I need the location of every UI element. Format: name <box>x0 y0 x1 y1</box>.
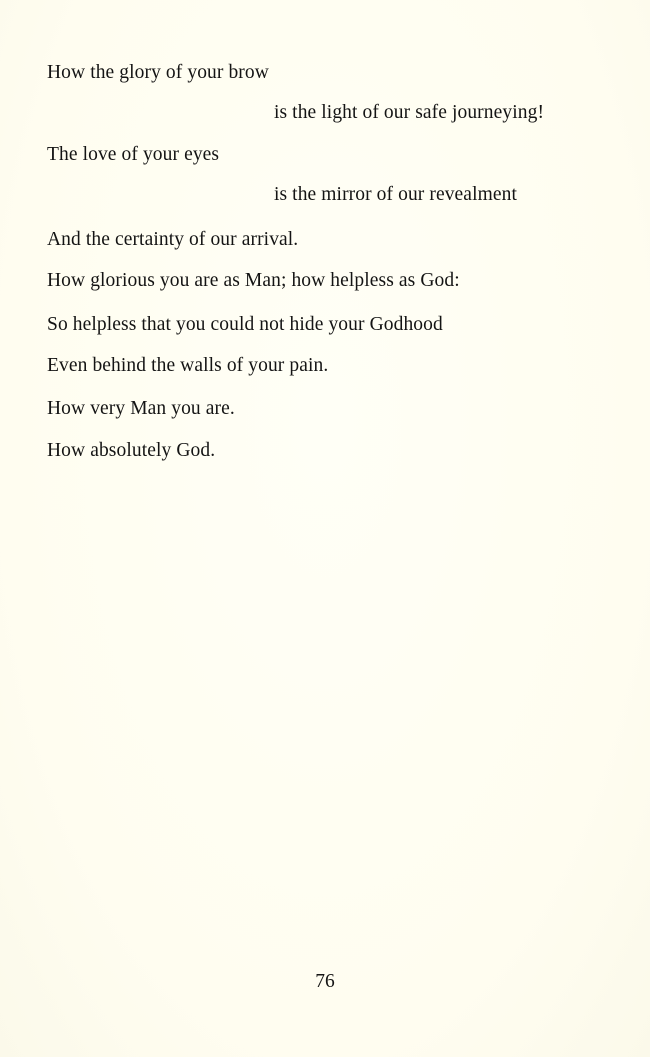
poem-line: How the glory of your brow <box>47 62 269 83</box>
poem-line: So helpless that you could not hide your Godhood <box>47 314 443 335</box>
poem-line: And the certainty of our arrival. <box>47 229 299 250</box>
poem-line: The love of your eyes <box>47 144 220 165</box>
poem-line: Even behind the walls of your pain. <box>47 355 329 376</box>
poem-line-indented: is the light of our safe journeying! <box>274 102 545 123</box>
poem-line-indented: is the mirror of our revealment <box>274 184 517 205</box>
poem-line: How absolutely God. <box>47 440 216 461</box>
page-number: 76 <box>315 971 335 992</box>
poem-line: How very Man you are. <box>47 398 235 419</box>
poem-line: How glorious you are as Man; how helpless as God: <box>47 270 460 291</box>
